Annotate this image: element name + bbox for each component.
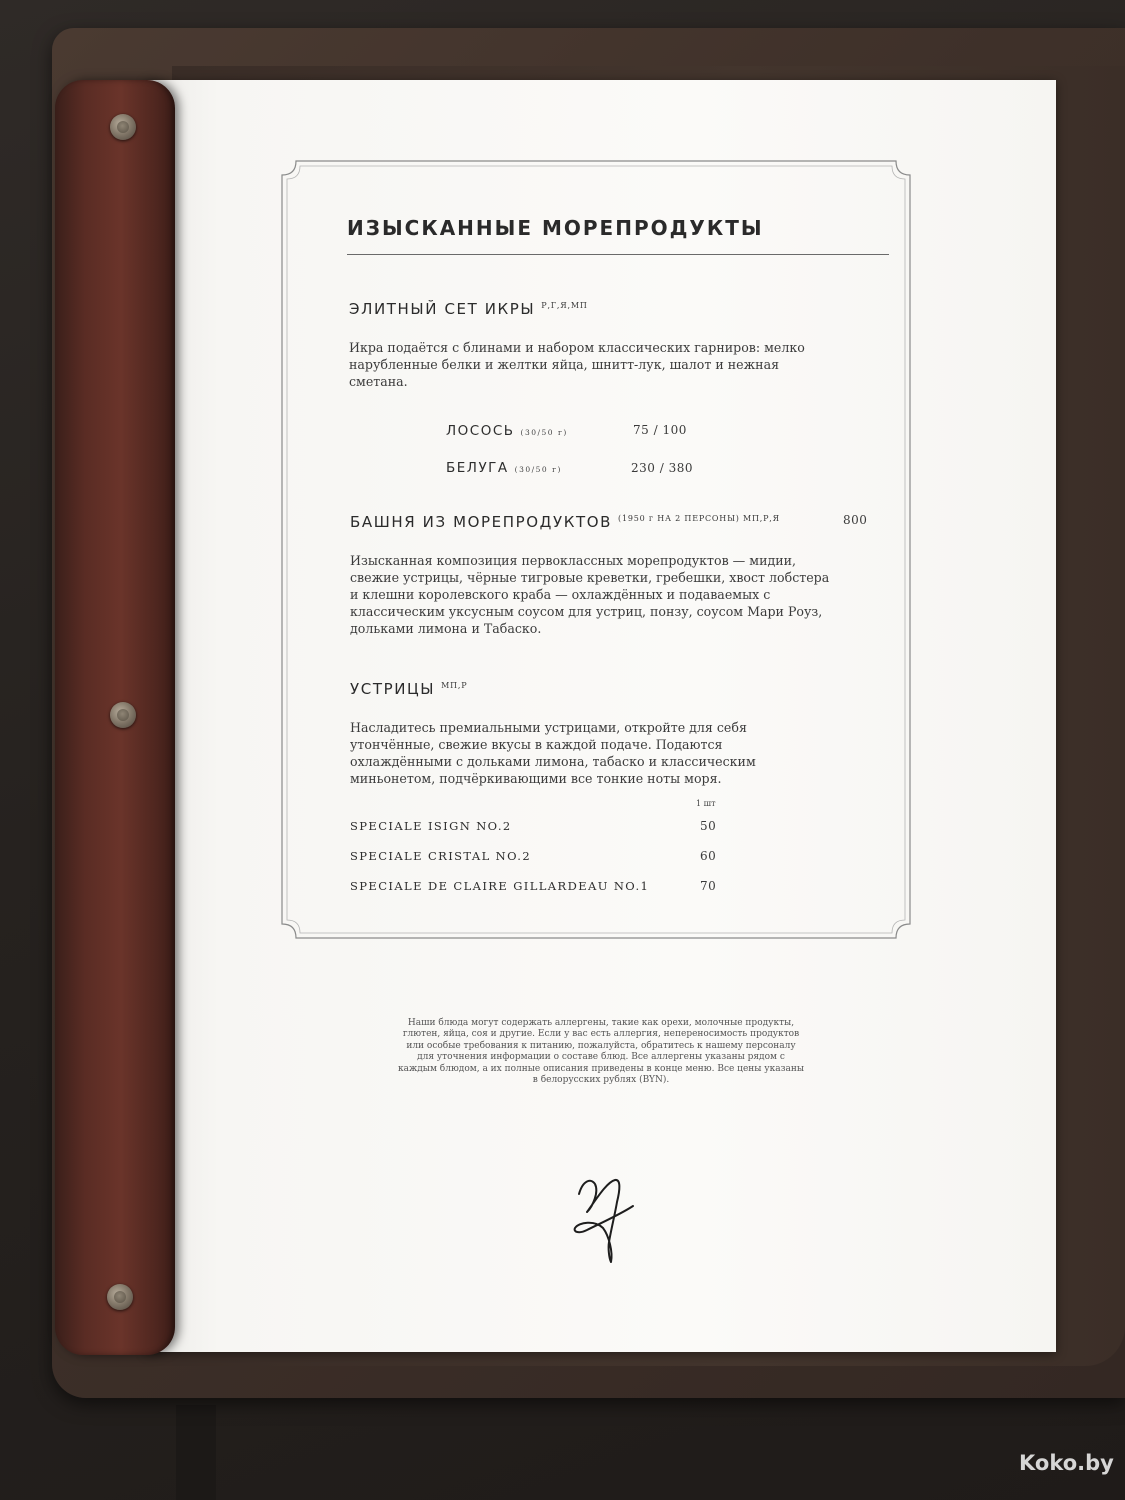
caviar-option-weight: (30/50 г): [514, 465, 562, 474]
seafood-tower-description: Изысканная композиция первоклассных морепродуктов — мидии, свежие устрицы, чёрные тигровые креветки, гребешки, хвост лобстера и клешни королевского краба — охлаждённых и подаваемых с классическим уксусным соусом для устриц, понзу, соусом Мари Роуз, дольками лимона и Табаско.: [350, 553, 830, 636]
seafood-tower-price: 800: [843, 513, 868, 527]
caviar-option-price: 230 / 380: [631, 461, 693, 475]
oyster-item-name: SPECIALE DE CLAIRE GILLARDEAU NO.1: [350, 879, 650, 893]
caviar-set-name: [349, 300, 588, 318]
oyster-item-price: 70: [700, 879, 717, 893]
page-title: ИЗЫСКАННЫЕ МОРЕПРОДУКТЫ: [347, 216, 764, 240]
oysters-name: [350, 680, 467, 698]
caviar-description: Икра подаётся с блинами и набором классических гарниров: мелко нарубленные белки и желтки яйца, шнитт-лук, шалот и нежная сметана.: [349, 340, 805, 389]
seafood-tower-title: БАШНЯ ИЗ МОРЕПРОДУКТОВ: [350, 513, 613, 531]
oyster-item-price: 50: [700, 819, 717, 833]
signature-logo-icon: [565, 1172, 645, 1272]
rivet-middle-icon: [110, 702, 136, 728]
oyster-item-name: SPECIALE ISIGN NO.2: [350, 819, 512, 833]
seafood-tower-name: [350, 513, 780, 531]
caviar-option-name: ЛОСОСЬ: [446, 423, 515, 439]
rivet-top-icon: [110, 114, 136, 140]
caviar-option-weight: (30/50 г): [520, 428, 568, 437]
oyster-item-price: 60: [700, 849, 717, 863]
title-divider: [347, 254, 889, 255]
caviar-option-name: БЕЛУГА: [446, 460, 509, 476]
caviar-option: [446, 423, 568, 439]
rivet-bottom-icon: [107, 1284, 133, 1310]
caviar-option-price: 75 / 100: [633, 423, 687, 437]
oysters-allergens: МП,Р: [441, 681, 468, 690]
oysters-unit-label: 1 шт: [696, 799, 716, 808]
allergen-disclaimer: Наши блюда могут содержать аллергены, такие как орехи, молочные продукты, глютен, яйца, соя и другие. Если у вас есть аллергия, непереносимость продуктов или особые требования к питанию, пожалуйста, обратитесь к нашему персоналу для уточнения информации о составе блюд. Все аллергены указаны рядом с каждым блюдом, а их полные описания приведены в конце меню. Все цены указаны в белорусских рублях (BYN).: [397, 1018, 805, 1086]
oysters-description: Насладитесь премиальными устрицами, откройте для себя утончённые, свежие вкусы в каждой подаче. Подаются охлаждёнными с дольками лимона, табаско и классическим миньонетом, подчёркивающими все тонкие ноты моря.: [350, 720, 756, 786]
oysters-title: УСТРИЦЫ: [350, 680, 436, 698]
caviar-set-title: ЭЛИТНЫЙ СЕТ ИКРЫ: [349, 300, 536, 318]
watermark: Koko.by: [1019, 1451, 1114, 1475]
caviar-allergens: Р,Г,Я,МП: [541, 301, 588, 310]
dark-gap: [176, 1405, 216, 1500]
caviar-option: [446, 460, 562, 476]
oyster-item-name: SPECIALE CRISTAL NO.2: [350, 849, 532, 863]
seafood-tower-note: (1950 г НА 2 ПЕРСОНЫ) МП,Р,Я: [618, 514, 780, 523]
